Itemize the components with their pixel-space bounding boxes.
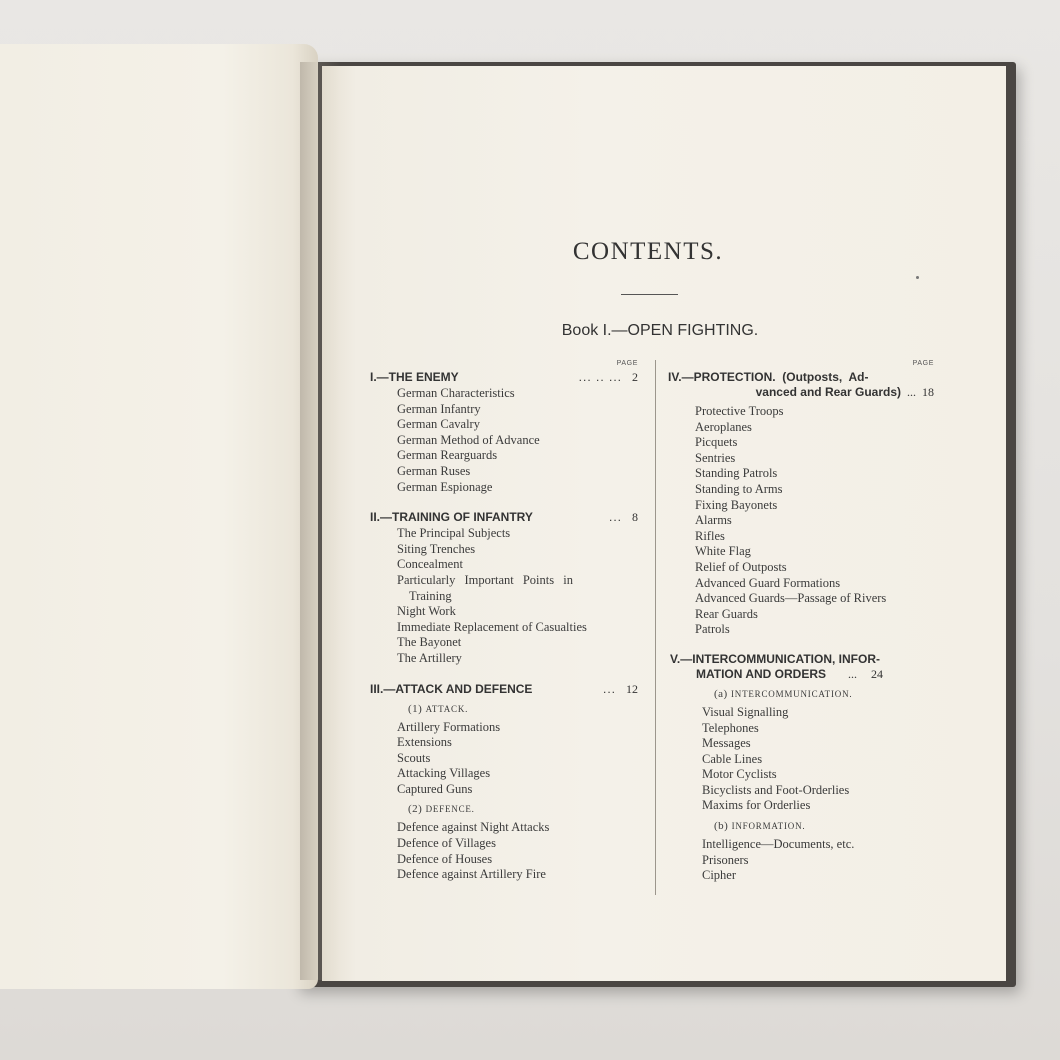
page-column-label: PAGE	[616, 360, 638, 367]
toc-item: Visual Signalling	[702, 704, 789, 719]
column-divider	[655, 360, 656, 895]
toc-right-column	[668, 360, 934, 884]
toc-item: Siting Trenches	[397, 541, 476, 556]
toc-item-list	[668, 837, 934, 884]
toc-section-heading	[370, 370, 638, 385]
section-title: I.—THE ENEMY	[370, 370, 459, 384]
toc-item: Night Work	[397, 604, 456, 619]
toc-section-heading	[370, 510, 638, 525]
toc-item: Fixing Bayonets	[695, 497, 778, 512]
toc-item: Messages	[702, 736, 751, 751]
page-column-label: PAGE	[912, 360, 934, 367]
toc-subsection-heading: (a) INTERCOMMUNICATION.	[714, 687, 853, 700]
toc-item: Defence against Night Attacks	[397, 820, 550, 835]
dot-leader: ... .. ...	[578, 370, 622, 384]
toc-section-heading	[668, 370, 934, 400]
toc-item: Captured Guns	[397, 781, 473, 796]
toc-item: Scouts	[397, 750, 431, 765]
toc-item: Relief of Outposts	[695, 559, 787, 574]
section-page-number: 8	[632, 510, 638, 525]
toc-item: Motor Cyclists	[702, 767, 777, 782]
toc-item: The Bayonet	[397, 635, 462, 650]
toc-item: Standing to Arms	[695, 481, 783, 496]
toc-subsection-heading: (1) ATTACK.	[408, 702, 469, 715]
toc-item: Sentries	[695, 450, 736, 465]
toc-item: German Cavalry	[397, 417, 480, 432]
toc-item: Artillery Formations	[397, 719, 501, 734]
toc-subsection-heading: (b) INFORMATION.	[714, 820, 806, 833]
toc-item: German Espionage	[397, 479, 493, 494]
toc-item: Advanced Guards—Passage of Rivers	[695, 591, 887, 606]
toc-item: The Artillery	[397, 650, 462, 665]
toc-item: Attacking Villages	[397, 766, 491, 781]
toc-item: Maxims for Orderlies	[702, 798, 811, 813]
section-page-number: 18	[922, 385, 934, 399]
book-gutter	[300, 62, 340, 980]
toc-item: Defence of Villages	[397, 836, 496, 851]
book-heading: Book I.—OPEN FIGHTING.	[561, 322, 759, 339]
toc-item: Extensions	[397, 735, 452, 750]
section-title-line2: MATION AND ORDERS	[696, 666, 826, 681]
toc-item: Prisoners	[702, 852, 749, 867]
dot-leader: ...	[608, 510, 622, 525]
toc-item: Cable Lines	[702, 751, 763, 766]
toc-section-heading	[668, 652, 934, 682]
toc-item-list	[370, 526, 638, 666]
toc-item: Particularly Important Points in	[397, 572, 573, 587]
toc-item: Rifles	[695, 528, 725, 543]
toc-item: Rear Guards	[695, 606, 758, 621]
contents-title: CONTENTS.	[572, 238, 724, 265]
section-title: III.—ATTACK AND DEFENCE	[370, 681, 533, 696]
paper-speck	[916, 276, 919, 279]
toc-item-list	[370, 386, 638, 495]
title-rule	[621, 294, 678, 295]
toc-item-list	[370, 720, 638, 798]
section-title: II.—TRAINING OF INFANTRY	[370, 510, 533, 525]
toc-item: Intelligence—Documents, etc.	[702, 837, 855, 852]
toc-item: Cipher	[702, 868, 737, 883]
left-page	[0, 44, 318, 989]
dot-leader: ...	[907, 385, 916, 399]
toc-item: Bicyclists and Foot-Orderlies	[702, 782, 850, 797]
section-title-line2: vanced and Rear Guards)	[755, 385, 901, 399]
toc-item-list	[668, 404, 934, 638]
toc-item: White Flag	[695, 544, 751, 559]
toc-item: Alarms	[695, 513, 732, 528]
toc-left-column	[370, 360, 638, 883]
toc-item: Protective Troops	[695, 404, 784, 418]
toc-subsection-heading: (2) DEFENCE.	[408, 803, 475, 816]
section-page-number: 24	[871, 666, 883, 681]
toc-item: German Ruses	[397, 463, 471, 478]
toc-item: German Characteristics	[397, 386, 515, 400]
toc-item: Telephones	[702, 720, 759, 735]
toc-item: Defence of Houses	[397, 851, 493, 866]
toc-item: Defence against Artillery Fire	[397, 867, 546, 882]
toc-item: German Method of Advance	[397, 432, 540, 447]
toc-item: Aeroplanes	[695, 419, 752, 434]
toc-item: Picquets	[695, 435, 738, 450]
toc-item-list	[668, 705, 934, 814]
dot-leader: ...	[848, 666, 857, 681]
toc-item: Immediate Replacement of Casualties	[397, 619, 587, 634]
section-page-number: 12	[626, 681, 638, 696]
section-page-number: 2	[632, 370, 638, 384]
toc-item: German Rearguards	[397, 448, 498, 463]
section-title-line1: V.—INTERCOMMUNICATION, INFOR-	[670, 651, 880, 666]
toc-item: German Infantry	[397, 401, 481, 416]
toc-item: Patrols	[695, 622, 730, 637]
toc-section-heading	[370, 682, 638, 697]
toc-item: Standing Patrols	[695, 466, 778, 481]
toc-item: Advanced Guard Formations	[695, 575, 841, 590]
dot-leader: ...	[602, 681, 616, 696]
section-title-line1: IV.—PROTECTION. (Outposts, Ad-	[668, 370, 869, 384]
toc-item-list	[370, 820, 638, 882]
toc-item-continuation: Training	[409, 588, 452, 603]
toc-item: Concealment	[397, 557, 463, 572]
toc-item: The Principal Subjects	[397, 526, 511, 541]
